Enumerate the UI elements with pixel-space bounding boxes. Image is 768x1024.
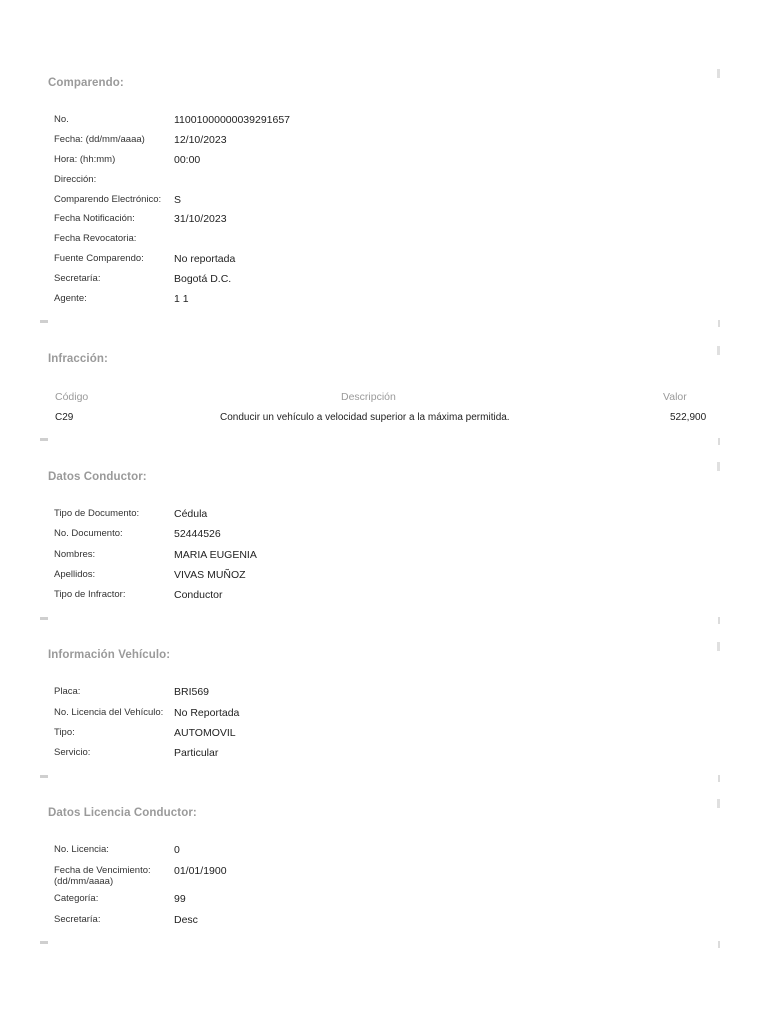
field-label: Fecha: (dd/mm/aaaa) bbox=[54, 134, 145, 145]
field-label: Fuente Comparendo: bbox=[54, 253, 144, 264]
field-label: Hora: (hh:mm) bbox=[54, 154, 116, 165]
box-corner-mark bbox=[718, 941, 720, 948]
field-value: MARIA EUGENIA bbox=[174, 549, 257, 561]
box-corner-mark bbox=[718, 617, 720, 624]
field-value: Desc bbox=[174, 914, 198, 926]
box-corner-mark bbox=[717, 642, 720, 651]
field-label: Placa: bbox=[54, 686, 81, 697]
field-label: Servicio: bbox=[54, 747, 91, 758]
field-label: Secretaría: bbox=[54, 914, 101, 925]
field-label: Apellidos: bbox=[54, 569, 96, 580]
field-value: No reportada bbox=[174, 253, 236, 265]
box-corner-mark bbox=[718, 438, 720, 445]
field-value: No Reportada bbox=[174, 707, 240, 719]
field-value: 01/01/1900 bbox=[174, 865, 227, 877]
field-label: Tipo de Documento: bbox=[54, 508, 140, 519]
field-label: Nombres: bbox=[54, 549, 96, 560]
field-value: 52444526 bbox=[174, 528, 221, 540]
field-label: Dirección: bbox=[54, 174, 97, 185]
table-cell-descripcion: Conducir un vehículo a velocidad superior a la máxima permitida. bbox=[220, 412, 510, 423]
box-corner-mark bbox=[717, 799, 720, 808]
section-title-comparendo: Comparendo: bbox=[48, 77, 124, 89]
field-label: Comparendo Electrónico: bbox=[54, 194, 162, 205]
field-label: Fecha Notificación: bbox=[54, 213, 135, 224]
field-label: Secretaría: bbox=[54, 273, 101, 284]
field-value: Bogotá D.C. bbox=[174, 273, 232, 285]
box-corner-mark bbox=[40, 617, 48, 620]
field-value: Particular bbox=[174, 747, 219, 759]
field-label: Categoría: bbox=[54, 893, 99, 904]
field-value: 31/10/2023 bbox=[174, 213, 227, 225]
field-label: Agente: bbox=[54, 293, 87, 304]
section-title-vehiculo: Información Vehículo: bbox=[48, 649, 171, 661]
field-value: AUTOMOVIL bbox=[174, 727, 236, 739]
box-corner-mark bbox=[40, 438, 48, 441]
table-cell-codigo: C29 bbox=[55, 412, 74, 423]
box-corner-mark bbox=[717, 69, 720, 78]
field-label: No. Documento: bbox=[54, 528, 123, 539]
field-label: Fecha Revocatoria: bbox=[54, 233, 137, 244]
field-label: Tipo de Infractor: bbox=[54, 589, 126, 600]
field-value: 1 1 bbox=[174, 293, 189, 305]
field-value: VIVAS MUÑOZ bbox=[174, 569, 246, 581]
field-value: 00:00 bbox=[174, 154, 201, 166]
box-corner-mark bbox=[717, 462, 720, 471]
section-title-conductor: Datos Conductor: bbox=[48, 471, 147, 483]
column-header-descripcion: Descripción bbox=[341, 391, 396, 403]
field-value: 0 bbox=[174, 844, 180, 856]
field-label: No. Licencia del Vehículo: bbox=[54, 707, 164, 718]
field-value: Cédula bbox=[174, 508, 208, 520]
field-value: S bbox=[174, 194, 182, 206]
field-value: BRI569 bbox=[174, 686, 210, 698]
field-label: Tipo: bbox=[54, 727, 75, 738]
box-corner-mark bbox=[718, 775, 720, 782]
field-value: 12/10/2023 bbox=[174, 134, 227, 146]
box-corner-mark bbox=[40, 320, 48, 323]
column-header-valor: Valor bbox=[663, 391, 687, 403]
field-label: No. Licencia: bbox=[54, 844, 109, 855]
box-corner-mark bbox=[40, 941, 48, 944]
field-label: Fecha de Vencimiento: (dd/mm/aaaa) bbox=[54, 865, 151, 887]
box-corner-mark bbox=[40, 775, 48, 778]
section-title-infraccion: Infracción: bbox=[48, 353, 108, 365]
field-value: 11001000000039291657 bbox=[174, 114, 291, 126]
box-corner-mark bbox=[717, 346, 720, 355]
column-header-codigo: Código bbox=[55, 391, 89, 403]
field-label: No. bbox=[54, 114, 69, 125]
table-cell-valor: 522,900 bbox=[670, 412, 707, 423]
section-title-licencia: Datos Licencia Conductor: bbox=[48, 807, 197, 819]
field-value: 99 bbox=[174, 893, 186, 905]
field-value: Conductor bbox=[174, 589, 223, 601]
box-corner-mark bbox=[718, 320, 720, 327]
